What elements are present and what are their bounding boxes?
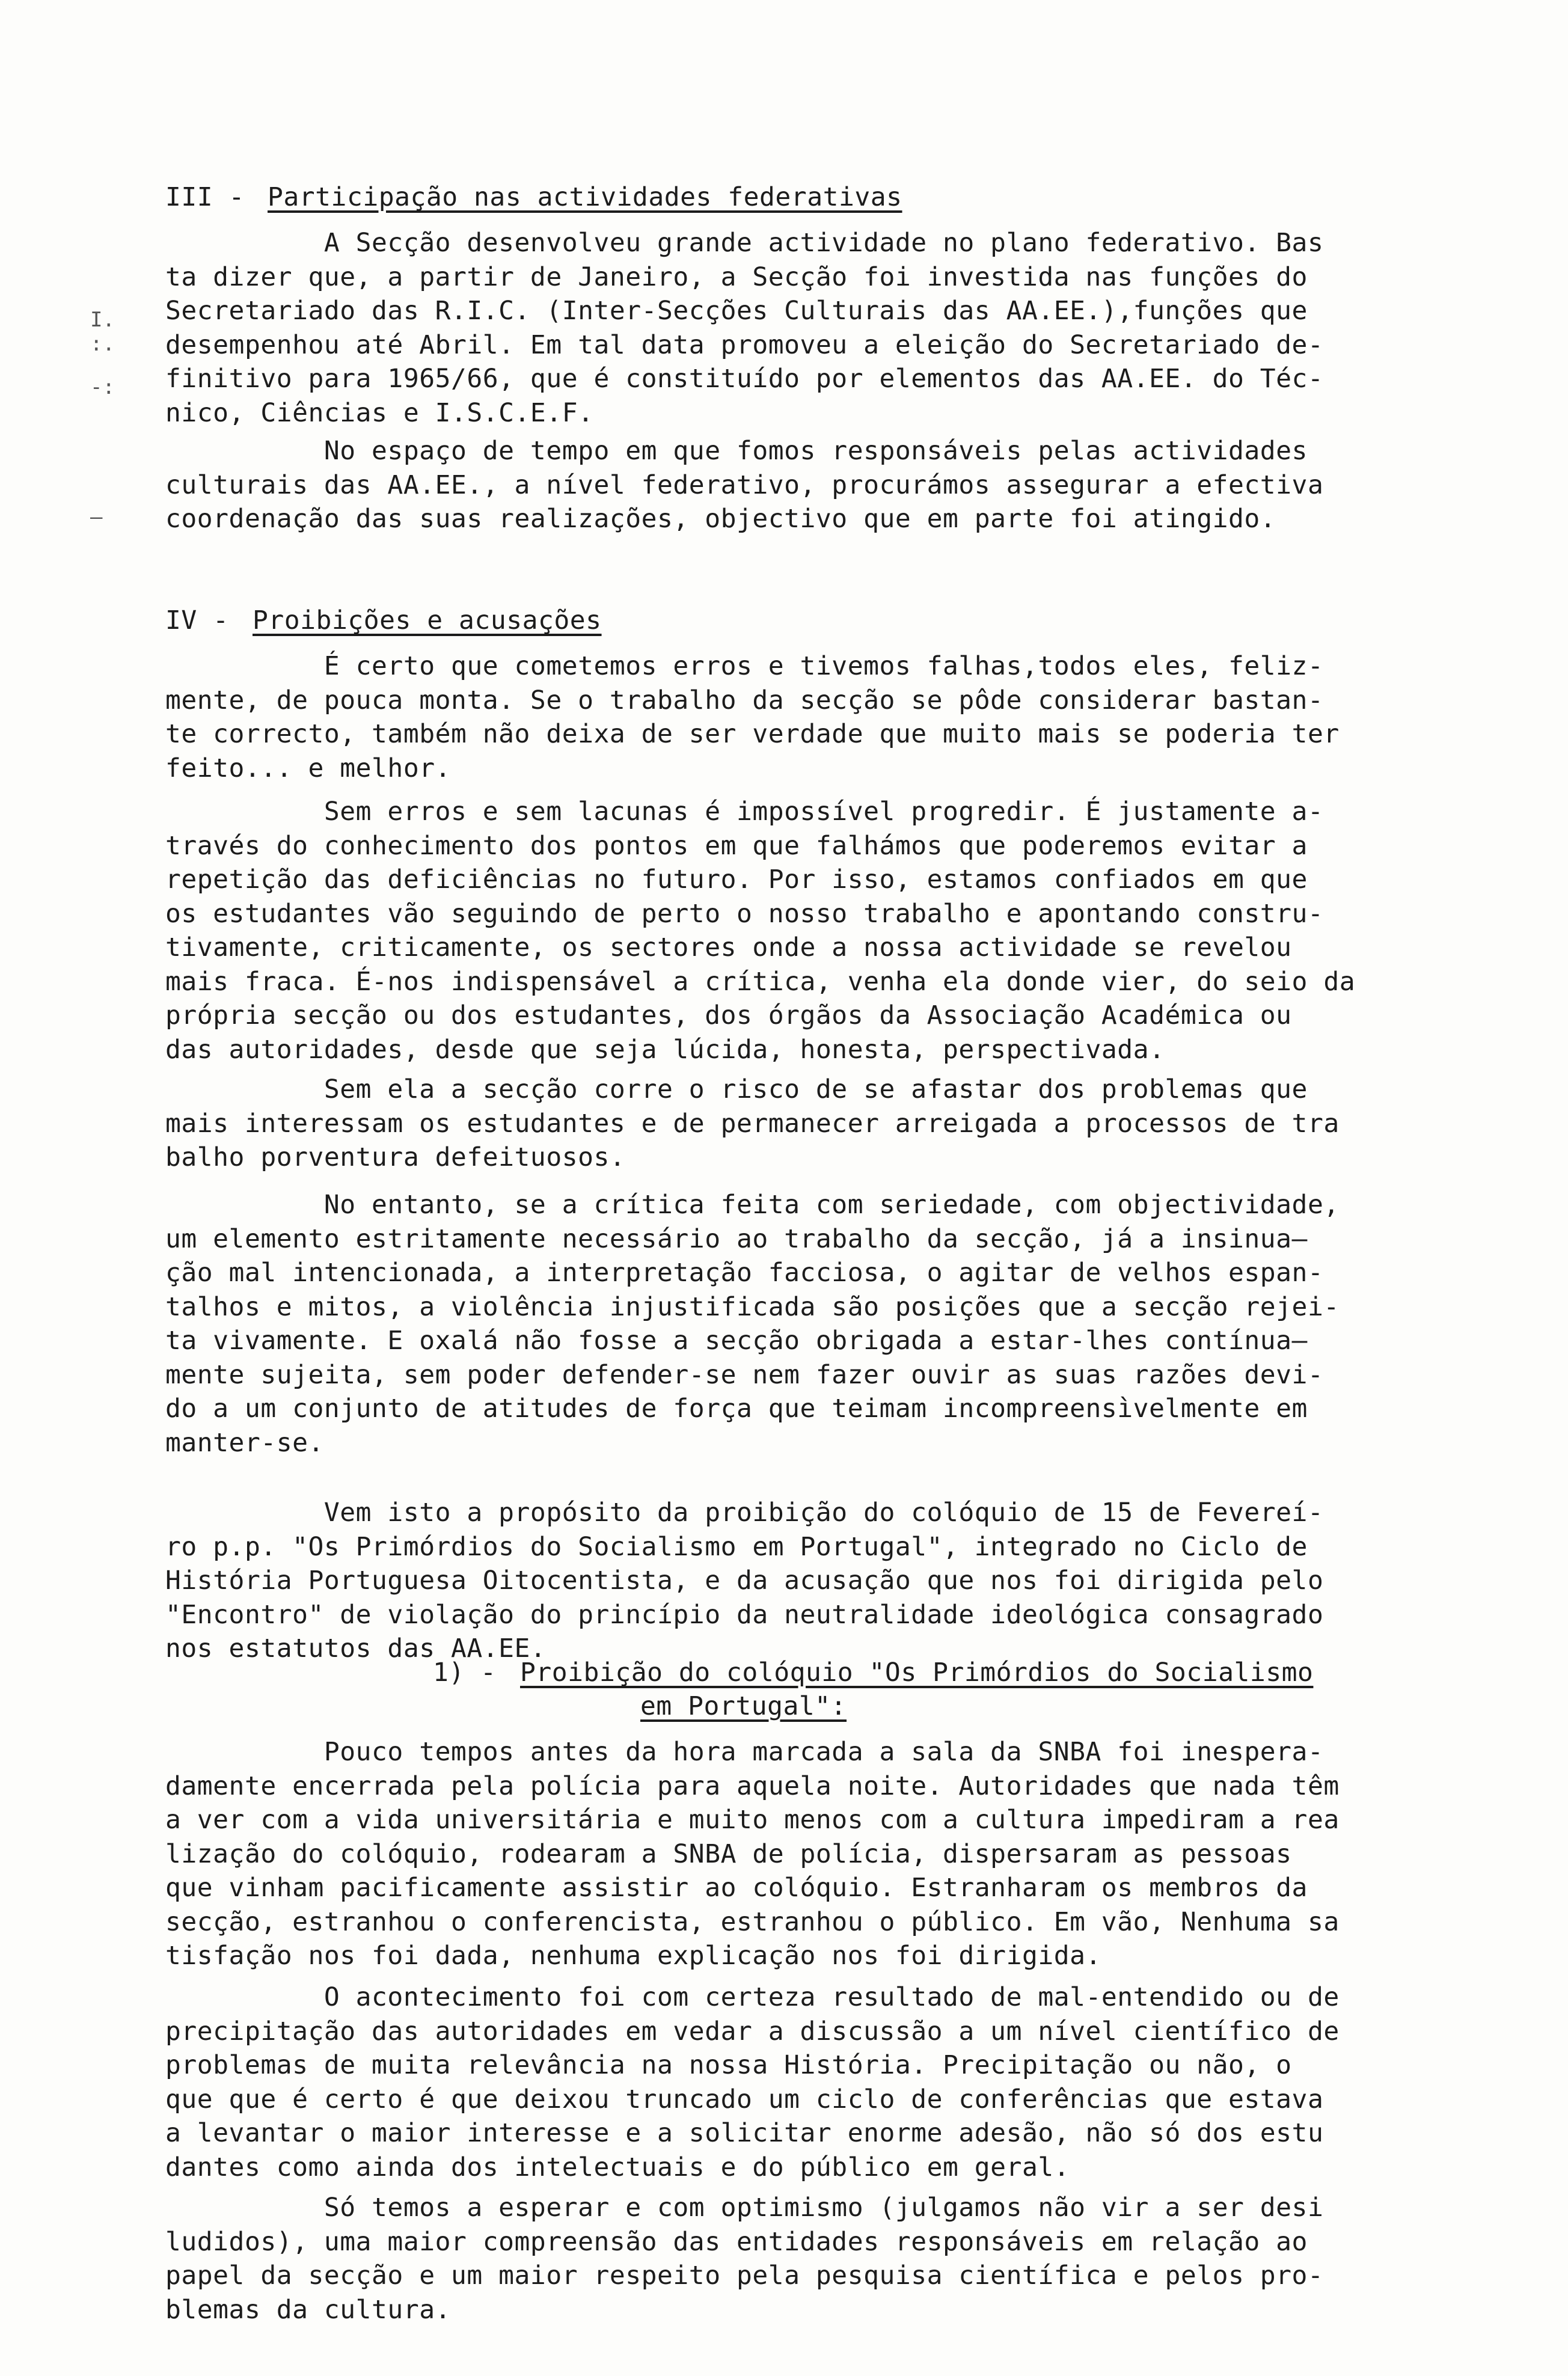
subsection-1-title: Proibição do colóquio "Os Primórdios do Socialismo <box>520 1658 1314 1688</box>
section-iv-p1-line: É certo que cometemos erros e tivemos falhas,todos eles, feliz- <box>165 651 1324 681</box>
section-iv-p5-line: "Encontro" de violação do princípio da neutralidade ideológica consagrado <box>165 1599 1324 1630</box>
section-iv-p4-line: No entanto, se a crítica feita com seriedade, com objectividade, <box>165 1190 1340 1220</box>
section-iii-p1-line: Secretariado das R.I.C. (Inter-Secções Culturais das AA.EE.),funções que <box>165 296 1308 326</box>
subsection-1-p1-line: secção, estranhou o conferencista, estranhou o público. Em vão, Nenhuma sa <box>165 1906 1340 1937</box>
section-iii-p2-line: coordenação das suas realizações, objectivo que em parte foi atingido. <box>165 504 1276 534</box>
subsection-1-p1-line: damente encerrada pela polícia para aquela noite. Autoridades que nada têm <box>165 1771 1340 1801</box>
section-iv-p4-line: um elemento estritamente necessário ao trabalho da secção, já a insinua— <box>165 1223 1308 1254</box>
section-iii-p2-line: culturais das AA.EE., a nível federativo, procurámos assegurar a efectiva <box>165 470 1324 500</box>
subsection-1-p1-line: a ver com a vida universitária e muito menos com a cultura impediram a rea <box>165 1805 1340 1835</box>
section-iii-p1-line: finitivo para 1965/66, que é constituído por elementos das AA.EE. do Téc- <box>165 364 1324 394</box>
section-iv-title: Proibições e acusações <box>253 605 602 635</box>
subsection-1-title-cont: em Portugal": <box>640 1691 847 1721</box>
subsection-1-p1-line: lização do colóquio, rodearam a SNBA de polícia, dispersaram as pessoas <box>165 1839 1292 1869</box>
section-iv-p5-line: nos estatutos das AA.EE. <box>165 1633 547 1664</box>
section-iv-p2-line: tivamente, criticamente, os sectores onde a nossa actividade se revelou <box>165 932 1292 963</box>
subsection-1-p1-line: tisfação nos foi dada, nenhuma explicação nos foi dirigida. <box>165 1941 1101 1971</box>
subsection-1-p2-line: que que é certo é que deixou truncado um ciclo de conferências que estava <box>165 2084 1324 2114</box>
section-iv-p4-line: ta vivamente. E oxalá não fosse a secção obrigada a estar-lhes contínua— <box>165 1326 1308 1356</box>
section-iv-p3-line: mais interessam os estudantes e de permanecer arreigada a processos de tra <box>165 1108 1340 1139</box>
section-iv-p4-line: do a um conjunto de atitudes de força que teimam incompreensìvelmente em <box>165 1394 1308 1424</box>
section-iv-p1-line: te correcto, também não deixa de ser verdade que muito mais se poderia ter <box>165 719 1340 749</box>
section-iv-p2-line: mais fraca. É-nos indispensável a crítica, venha ela donde vier, do seio da <box>165 966 1356 997</box>
subsection-1-p3-line: papel da secção e um maior respeito pela pesquisa científica e pelos pro- <box>165 2261 1324 2291</box>
section-iii-p1-line: nico, Ciências e I.S.C.E.F. <box>165 397 594 428</box>
subsection-1-p2-line: a levantar o maior interesse e a solicitar enorme adesão, não só dos estu <box>165 2118 1324 2148</box>
margin-mark: -: <box>90 375 115 399</box>
section-iii-p1-line: desempenhou até Abril. Em tal data promoveu a eleição do Secretariado de- <box>165 329 1324 360</box>
section-iv-p1-line: mente, de pouca monta. Se o trabalho da secção se pôde considerar bastan- <box>165 685 1324 715</box>
section-iii-p1-line: A Secção desenvolveu grande actividade no plano federativo. Bas <box>165 228 1324 258</box>
section-iv-p4-line: mente sujeita, sem poder defender-se nem fazer ouvir as suas razões devi- <box>165 1359 1324 1390</box>
section-iii-p2-line: No espaço de tempo em que fomos responsáveis pelas actividades <box>165 436 1308 466</box>
subsection-1-p3-line: Só temos a esperar e com optimismo (julgamos não vir a ser desi <box>165 2193 1324 2223</box>
subsection-1-p2-line: dantes como ainda dos intelectuais e do público em geral. <box>165 2152 1070 2182</box>
section-iv-p3-line: Sem ela a secção corre o risco de se afastar dos problemas que <box>165 1074 1308 1104</box>
section-iv-p2-line: das autoridades, desde que seja lúcida, honesta, perspectivada. <box>165 1034 1165 1065</box>
section-iv-p2-line: repetição das deficiências no futuro. Por isso, estamos confiados em que <box>165 865 1308 895</box>
section-iv-p5-line: Vem isto a propósito da proibição do colóquio de 15 de Fevereí- <box>165 1498 1324 1528</box>
subsection-1-p2-line: precipitação das autoridades em vedar a discussão a um nível científico de <box>165 2016 1340 2047</box>
section-iv-p5-line: ro p.p. "Os Primórdios do Socialismo em Portugal", integrado no Ciclo de <box>165 1531 1308 1562</box>
section-iv-p4-line: talhos e mitos, a violência injustificada são posições que a secção rejei- <box>165 1291 1340 1322</box>
margin-mark: — <box>90 505 103 529</box>
section-iii-p1-line: ta dizer que, a partir de Janeiro, a Secção foi investida nas funções do <box>165 262 1308 292</box>
subsection-1-p2-line: problemas de muita relevância na nossa História. Precipitação ou não, o <box>165 2050 1292 2080</box>
subsection-1-p3-line: blemas da cultura. <box>165 2294 451 2325</box>
section-iv-p4-line: manter-se. <box>165 1427 324 1458</box>
section-iv-p2-line: própria secção ou dos estudantes, dos órgãos da Associação Académica ou <box>165 1000 1292 1030</box>
subsection-1-p2-line: O acontecimento foi com certeza resultado de mal-entendido ou de <box>165 1982 1340 2012</box>
section-iv-p2-line: través do conhecimento dos pontos em que falhámos que poderemos evitar a <box>165 830 1308 861</box>
margin-mark: :. <box>90 332 115 356</box>
section-iv-number: IV - <box>165 605 229 635</box>
section-iv-p5-line: História Portuguesa Oitocentista, e da acusação que nos foi dirigida pelo <box>165 1566 1324 1596</box>
section-iv-p2-line: os estudantes vão seguindo de perto o nosso trabalho e apontando constru- <box>165 898 1324 929</box>
section-iv-p1-line: feito... e melhor. <box>165 753 451 783</box>
subsection-1-p1-line: Pouco tempos antes da hora marcada a sala da SNBA foi inespera- <box>165 1737 1324 1767</box>
section-iv-p3-line: balho porventura defeituosos. <box>165 1142 626 1172</box>
subsection-1-p3-line: ludidos), uma maior compreensão das entidades responsáveis em relação ao <box>165 2226 1308 2257</box>
margin-mark: I. <box>90 308 115 332</box>
subsection-1-p1-line: que vinham pacificamente assistir ao colóquio. Estranharam os membros da <box>165 1873 1308 1903</box>
section-iii-number: III - <box>165 182 245 212</box>
subsection-1-number: 1) - <box>433 1658 497 1688</box>
section-iv-p2-line: Sem erros e sem lacunas é impossível progredir. É justamente a- <box>165 797 1324 827</box>
section-iii-title: Participação nas actividades federativas <box>268 182 902 212</box>
section-iv-p4-line: ção mal intencionada, a interpretação facciosa, o agitar de velhos espan- <box>165 1258 1324 1288</box>
